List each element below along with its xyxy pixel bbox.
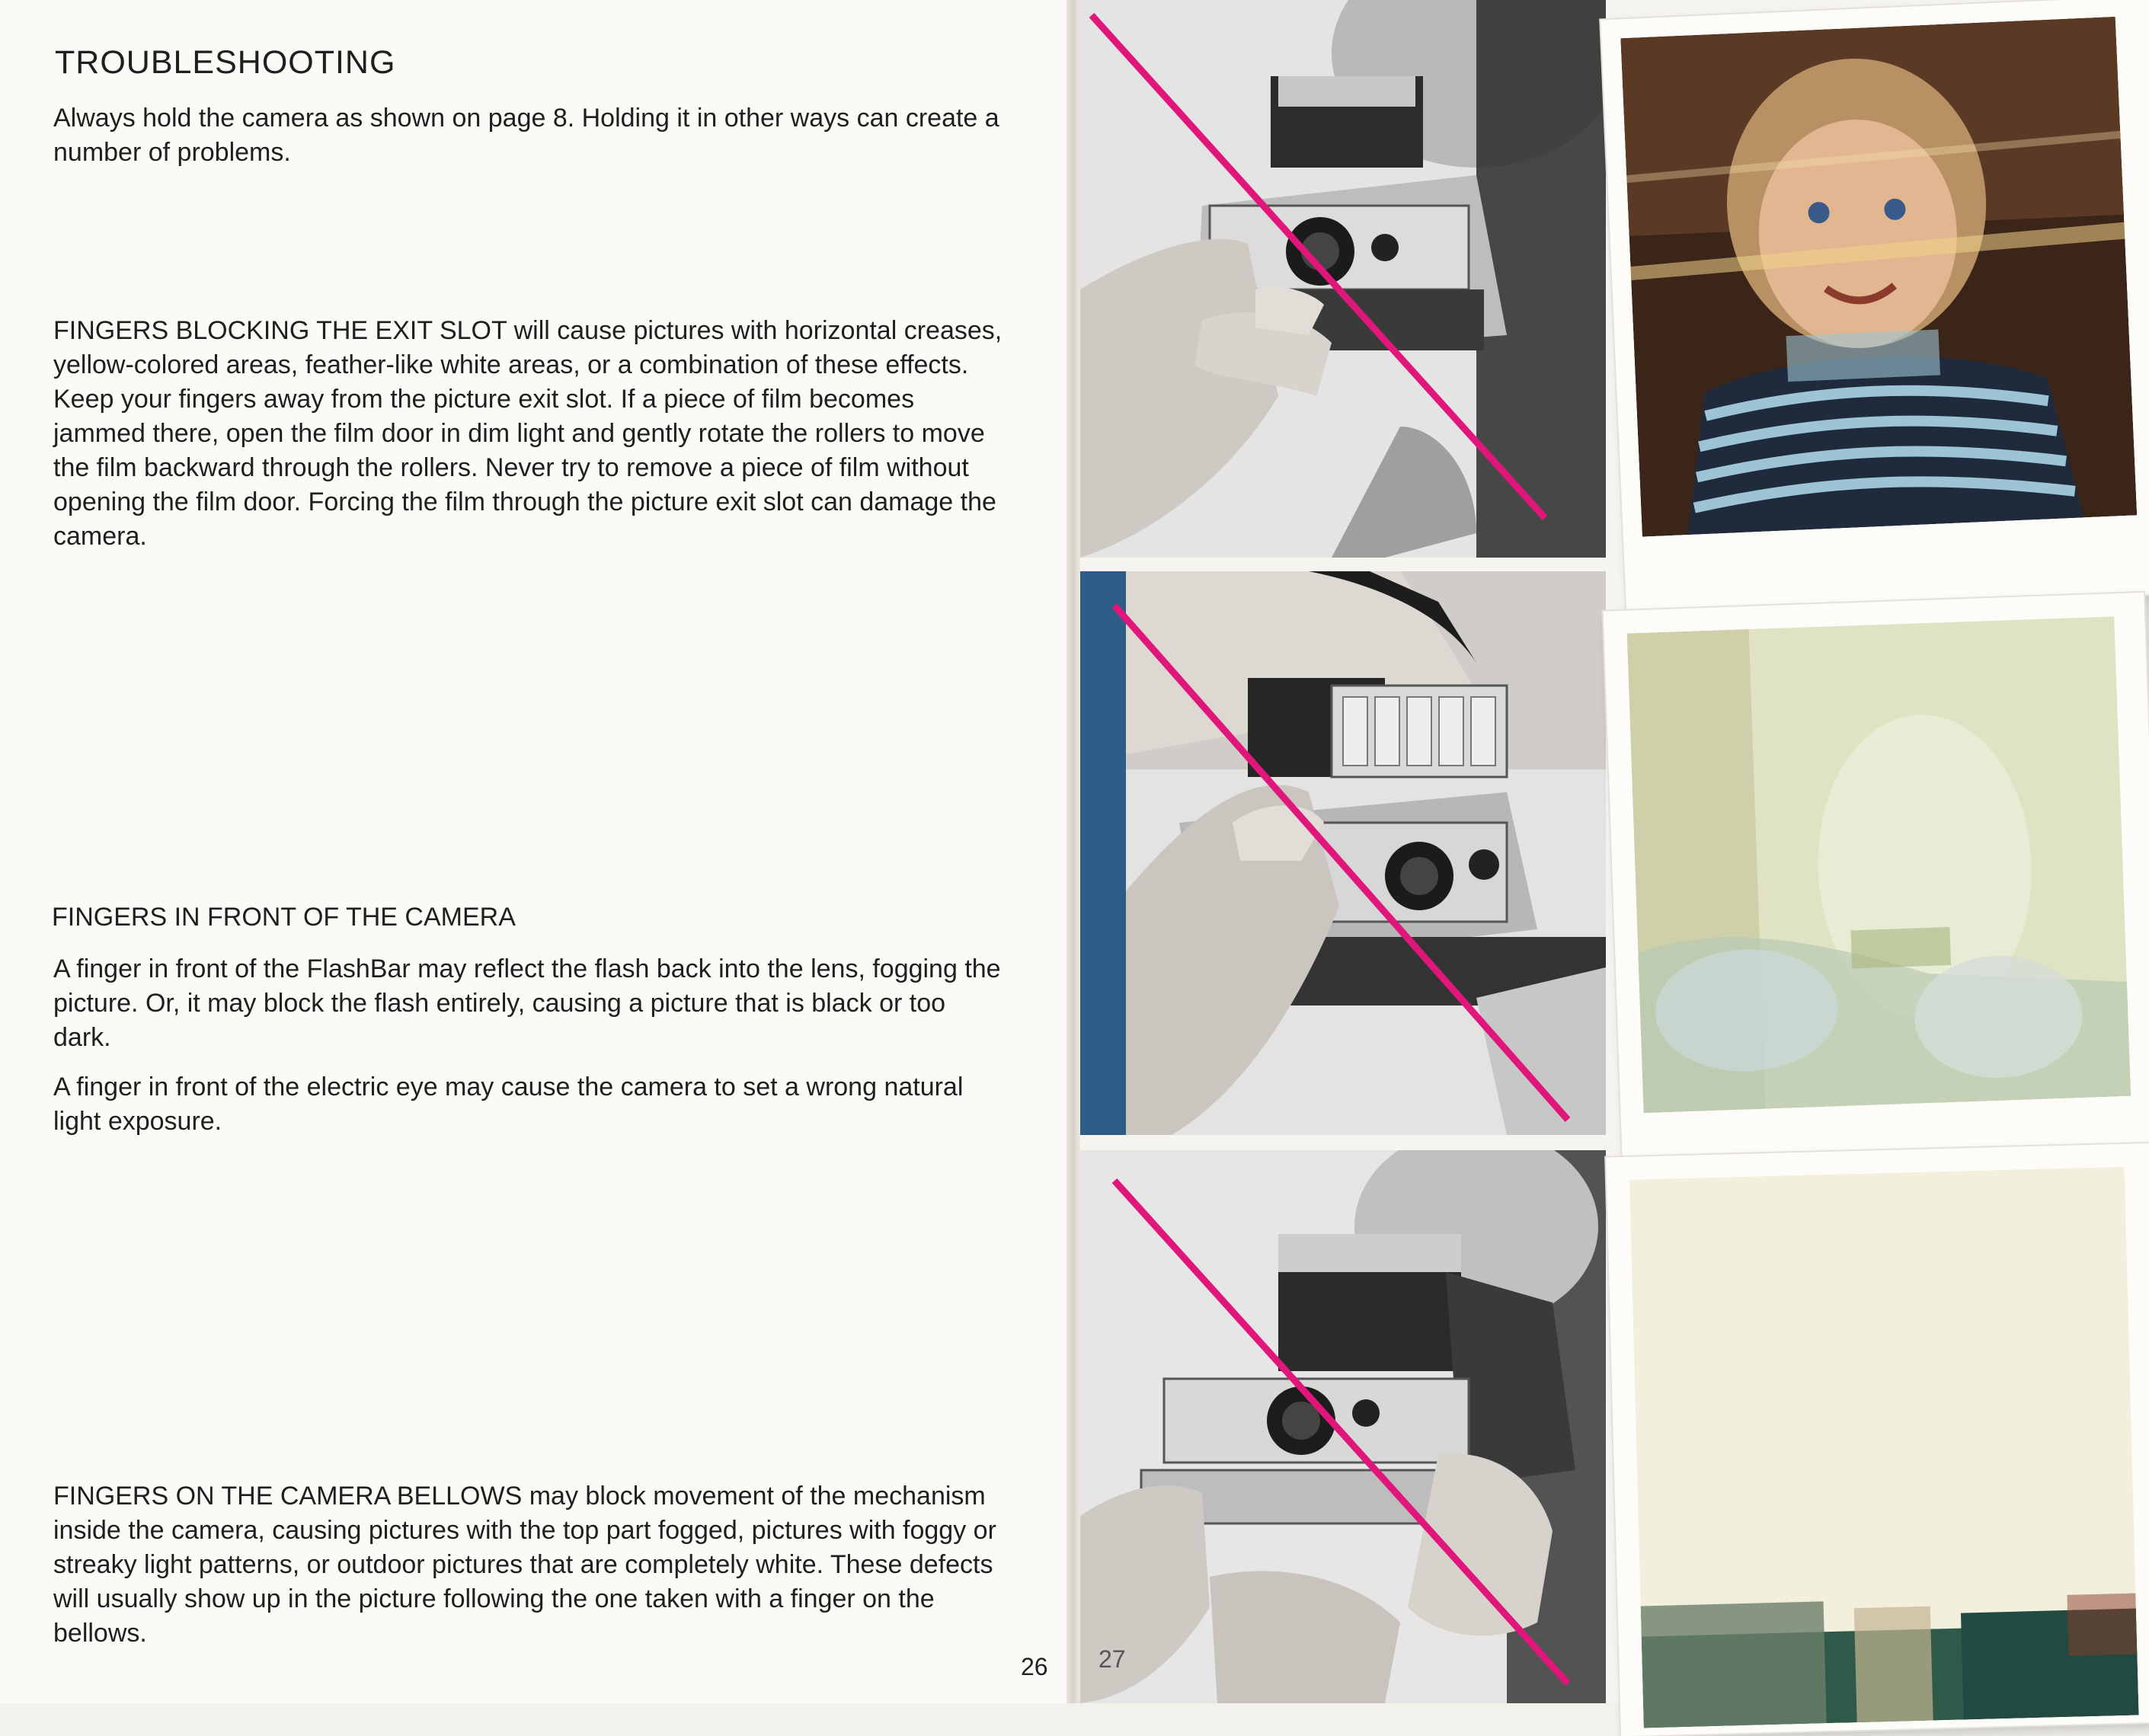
exit-slot-text: will cause pictures with horizontal creases, yellow-colored areas, feather-like white areas, or a combination of these effects. Keep your fingers away from the picture exit slot. If a piece of film becomes jammed there, open the film door in dim light and gently rotate the rollers to move the film backward through the rollers. Never try to remove a piece of film without opening the film door. Forcing the film through the picture exit slot can damage the camera.	[53, 316, 1003, 551]
polaroid-creased-picture	[1601, 0, 2149, 618]
polaroid-image-fogged	[1627, 616, 2131, 1113]
bellows-heading: FINGERS ON THE CAMERA BELLOWS	[53, 1482, 523, 1511]
polaroid-image-white	[1629, 1167, 2139, 1728]
exit-slot-paragraph	[53, 314, 1006, 554]
page-number-left: 26	[1021, 1653, 1048, 1680]
book-spine	[1067, 0, 1080, 1703]
exit-slot-heading: FINGERS BLOCKING THE EXIT SLOT	[53, 316, 507, 345]
flashbar-paragraph: A finger in front of the FlashBar may reflect the flash back into the lens, fogging the picture. Or, it may block the flash entirely, causing a picture that is black or too dark.	[53, 954, 1001, 1052]
polaroid-image-boy	[1620, 17, 2137, 537]
electric-eye-paragraph: A finger in front of the electric eye may cause the camera to set a wrong natural light exposure.	[53, 1073, 964, 1136]
bellows-text: may block movement of the mechanism inside the camera, causing pictures with the top part fogged, pictures with foggy or streaky light patterns, or outdoor pictures that are completely white. These defects will usually show up in the picture following the one taken with a finger on the bellows.	[53, 1482, 996, 1648]
photo-fingers-exit-slot	[1080, 0, 1606, 558]
photo-fingers-on-bellows	[1080, 1150, 1606, 1703]
polaroid-fogged-picture	[1604, 593, 2149, 1205]
left-page	[0, 0, 1067, 1703]
page-title: TROUBLESHOOTING	[55, 44, 396, 81]
intro-paragraph: Always hold the camera as shown on page 8. Holding it in other ways can create a number of problems.	[53, 104, 999, 167]
bellows-paragraph	[53, 1479, 1006, 1651]
polaroid-white-picture	[1606, 1143, 2149, 1736]
photo-fingers-front-of-camera	[1080, 571, 1606, 1135]
front-of-camera-heading: FINGERS IN FRONT OF THE CAMERA	[52, 903, 516, 932]
page-number-right: 27	[1098, 1645, 1126, 1673]
